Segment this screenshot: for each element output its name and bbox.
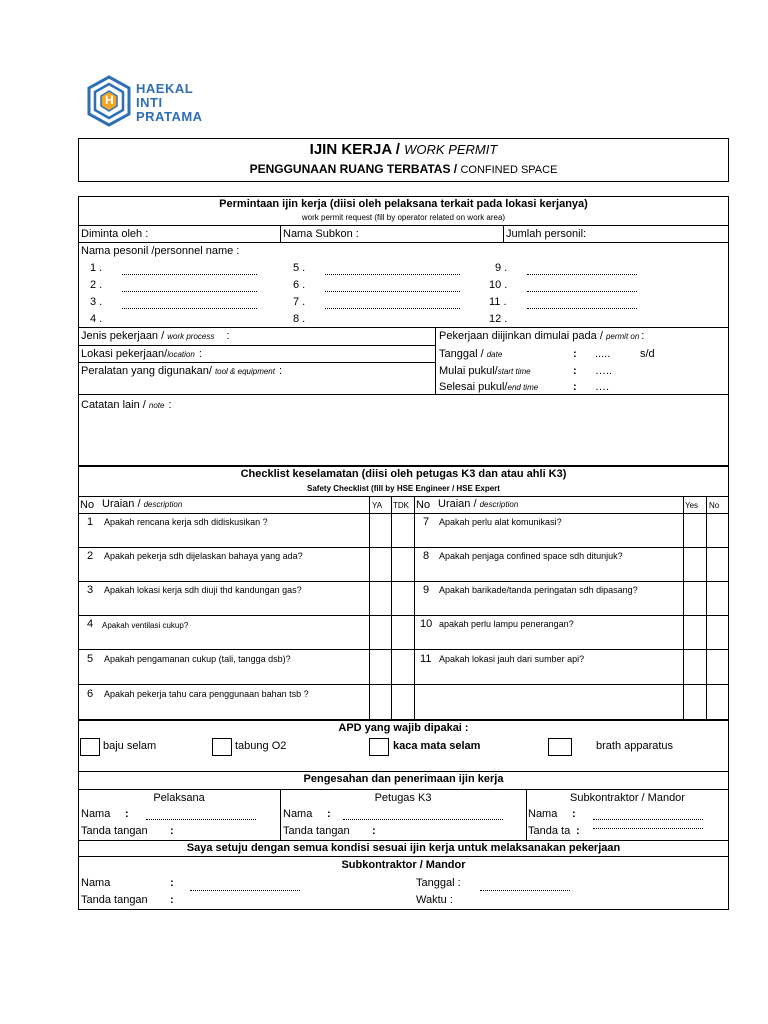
title-main-en: WORK PERMIT (404, 142, 498, 157)
item-question: apakah perlu lampu penerangan? (439, 619, 574, 629)
title-sub: PENGGUNAAN RUANG TERBATAS / (249, 162, 461, 176)
name-label: Nama (283, 808, 313, 820)
agreement-time-label: Waktu : (416, 894, 453, 906)
equipment-label: Peralatan yang digunakan/ tool & equipment : (81, 365, 283, 377)
end-time-label: Selesai pukul/end time (439, 381, 539, 393)
personnel-number: 12 . (489, 313, 508, 325)
page-title (78, 141, 729, 158)
company-logo (86, 75, 226, 127)
item-number: 11 (420, 653, 432, 665)
date-colon: : (573, 348, 577, 360)
end-time-colon: : (573, 381, 577, 393)
agreement-sign-label: Tanda tangan (81, 894, 148, 906)
col-yes: Yes (685, 501, 699, 510)
personnel-number: 10 . (489, 279, 508, 291)
item-question: Apakah lokasi kerja sdh diuji thd kandungan gas? (104, 585, 302, 595)
item-number: 2 (87, 550, 94, 562)
item-number: 6 (87, 688, 94, 700)
col-ya: YA (372, 501, 383, 510)
personnel-label: Nama pesonil /personnel name : (81, 245, 240, 257)
start-time-label: Mulai pukul/start time (439, 365, 531, 377)
col-tdk: TDK (393, 501, 409, 510)
sign-label: Tanda tangan (81, 825, 148, 837)
checklist-heading: Checklist keselamatan (diisi oleh petugas K3 dan atau ahli K3) (240, 468, 567, 480)
logo-mark: H (105, 93, 114, 107)
end-time-value: …. (595, 381, 610, 393)
note-label: Catatan lain / note : (81, 399, 172, 411)
apd-label: tabung O2 (235, 740, 287, 752)
title-sub-en: CONFINED SPACE (460, 164, 558, 176)
job-type-label: Jenis pekerjaan / work process : (81, 330, 230, 342)
date-value: ..... (595, 348, 611, 360)
col-no-right: No (416, 499, 431, 511)
agreement-name-label: Nama (81, 877, 111, 889)
apd-checkbox[interactable] (212, 738, 232, 756)
apd-checkbox[interactable] (369, 738, 389, 756)
personnel-number: 3 . (90, 296, 103, 308)
until-label: s/d (640, 348, 655, 360)
item-question: Apakah pekerja tahu cara penggunaan bahan tsb ? (104, 689, 309, 699)
item-number: 7 (423, 516, 430, 528)
item-question: Apakah lokasi jauh dari sumber api? (439, 654, 585, 664)
personnel-number: 11 . (489, 296, 507, 308)
personnel-number: 4 . (90, 313, 103, 325)
request-heading: Permintaan ijin kerja (diisi oleh pelaksana terkait pada lokasi kerjanya) (219, 198, 588, 210)
item-question: Apakah rencana kerja sdh didiskusikan ? (104, 517, 268, 527)
personnel-number: 6 . (293, 279, 306, 291)
page-subtitle (78, 162, 729, 176)
item-number: 4 (87, 618, 94, 630)
apd-label: kaca mata selam (393, 740, 481, 752)
apd-checkbox[interactable] (80, 738, 100, 756)
date-label: Tanggal / date (439, 348, 503, 360)
logo-line3: PRATAMA (136, 109, 203, 124)
item-number: 8 (423, 550, 430, 562)
personnel-number: 8 . (293, 313, 306, 325)
name-label: Nama (81, 808, 111, 820)
item-number: 1 (87, 516, 94, 528)
role-label: Petugas K3 (374, 792, 432, 804)
sign-label: Tanda tangan (283, 825, 350, 837)
logo-line1: HAEKAL (136, 81, 194, 96)
item-question: Apakah pekerja sdh dijelaskan bahaya yang ada? (104, 551, 303, 561)
apd-checkbox[interactable] (548, 738, 572, 756)
permit-start-label: Pekerjaan diijinkan dimulai pada / permit on : (439, 330, 645, 342)
personnel-number: 9 . (495, 262, 508, 274)
apd-label: brath apparatus (596, 740, 674, 752)
role-label: Pelaksana (153, 792, 205, 804)
item-question: Apakah pengamanan cukup (tali, tangga dsb)? (104, 654, 291, 664)
item-question: Apakah barikade/tanda peringatan sdh dipasang? (439, 585, 638, 595)
apd-heading: APD yang wajib dipakai : (338, 722, 469, 734)
title-main: IJIN KERJA / (309, 141, 405, 158)
personnel-number: 1 . (90, 262, 103, 274)
personnel-number: 5 . (293, 262, 306, 274)
item-number: 9 (423, 584, 430, 596)
item-number: 3 (87, 584, 94, 596)
agreement-role: Subkontraktor / Mandor (341, 859, 466, 871)
approval-heading: Pengesahan dan penerimaan ijin kerja (303, 773, 504, 785)
item-question: Apakah penjaga confined space sdh ditunjuk? (439, 551, 623, 561)
subcon-label: Nama Subkon : (283, 228, 359, 240)
item-number: 10 (420, 618, 433, 630)
request-heading-en: work permit request (fill by operator related on work area) (301, 213, 506, 222)
item-question: Apakah ventilasi cukup? (102, 621, 189, 630)
item-number: 5 (87, 653, 94, 665)
start-time-colon: : (573, 365, 577, 377)
location-label: Lokasi pekerjaan/location : (81, 348, 202, 360)
personnel-number: 2 . (90, 279, 103, 291)
name-label: Nama (528, 808, 558, 820)
agreement-date-label: Tanggal : (416, 877, 461, 889)
col-desc: Uraian / description (102, 498, 183, 510)
role-label: Subkontraktor / Mandor (570, 792, 685, 804)
personnel-number: 7 . (293, 296, 306, 308)
item-question: Apakah perlu alat komunikasi? (439, 517, 562, 527)
agreement-heading: Saya setuju dengan semua kondisi sesuai ijin kerja untuk melaksanakan pekerjaan (186, 842, 621, 854)
col-desc-right: Uraian / description (438, 498, 519, 510)
apd-label: baju selam (103, 740, 157, 752)
col-no-en: No (709, 501, 720, 510)
checklist-heading-en: Safety Checklist (fill by HSE Engineer / HSE Expert (307, 484, 500, 493)
personnel-count-label: Jumlah personil: (506, 228, 587, 240)
col-no: No (80, 499, 95, 511)
requested-by-label: Diminta oleh : (81, 228, 149, 240)
logo-line2: INTI (136, 95, 163, 110)
sign-label: Tanda ta (528, 825, 571, 837)
start-time-value: ….. (595, 365, 613, 377)
